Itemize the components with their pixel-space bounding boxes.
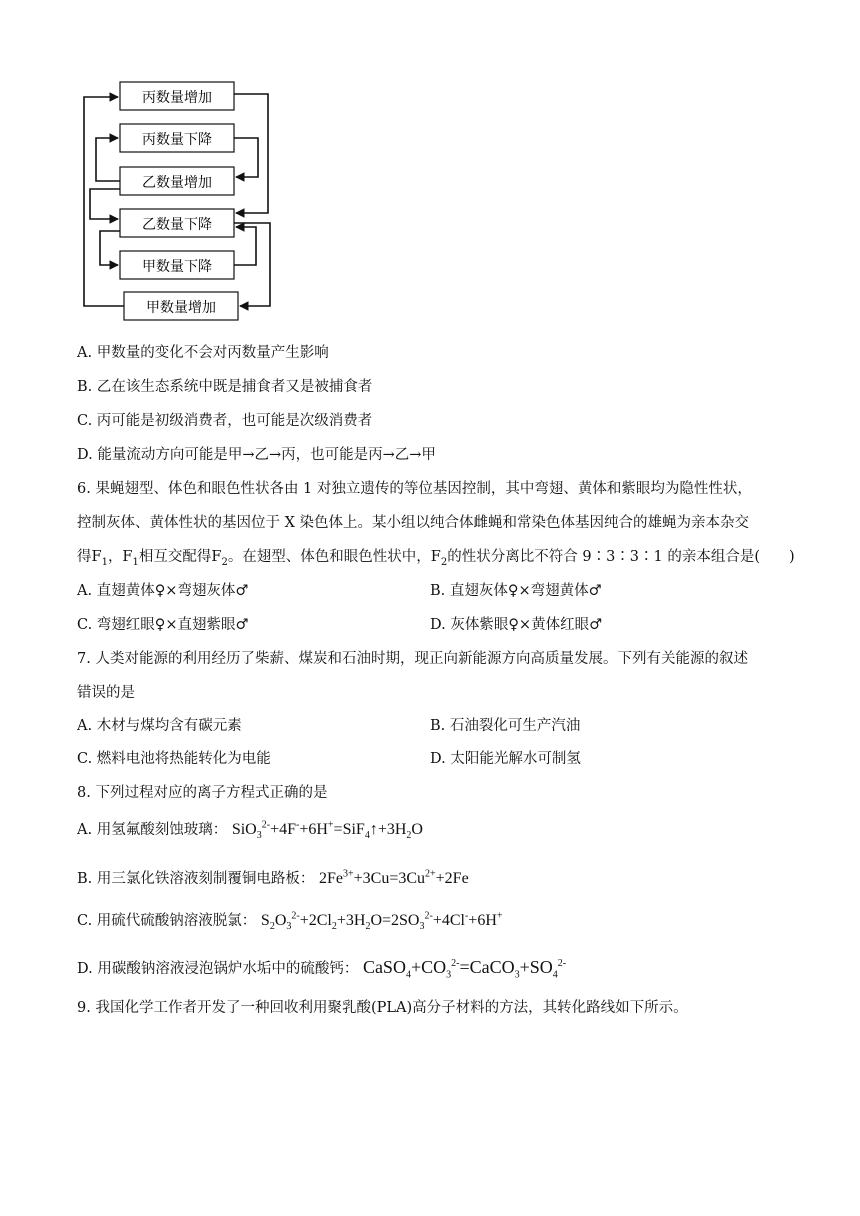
q8-option-b-equation: $2Fe^{3+}+3Cu=3Cu^{2+}+2Fe$	[318, 868, 469, 887]
q8-option-d-equation: $CaSO_4+CO_3^{2-}=CaCO_3+SO_4^{2-}$	[362, 957, 567, 981]
q6-stem-line2: 控制灰体、黄体性状的基因位于 X 染色体上。某小组以纯合体雌蝇和常染色体基因纯合的雄蝇为亲本杂交	[77, 515, 750, 531]
q6-stem-line1: 6. 果蝇翅型、体色和眼色性状各由 1 对独立遗传的等位基因控制，其中弯翅、黄体和紫眼均为隐性性状，	[77, 481, 752, 497]
q5-option-b: B. 乙在该生态系统中既是捕食者又是被捕食者	[77, 379, 373, 395]
diagram-box-label: 乙数量增加	[142, 175, 212, 191]
q7-option-c: C. 燃料电池将热能转化为电能	[77, 751, 271, 767]
q9-stem: 9. 我国化学工作者开发了一种回收利用聚乳酸(PLA)高分子材料的方法，其转化路线如下所示。	[77, 1000, 688, 1016]
diagram-box-label: 乙数量下降	[142, 217, 212, 233]
q5-option-a: A. 甲数量的变化不会对丙数量产生影响	[77, 345, 329, 361]
population-flow-diagram	[0, 0, 860, 330]
q6-option-b: B. 直翅灰体♀×弯翅黄体♂	[430, 583, 602, 599]
q8-option-a: A. 用氢氟酸刻蚀玻璃： $SiO_3^{2-}+4F^-+6H^+=SiF_4↑+3H_2O$	[77, 819, 423, 842]
diagram-box-bing-decrease	[120, 124, 234, 152]
q5-option-d: D. 能量流动方向可能是甲→乙→丙，也可能是丙→乙→甲	[77, 447, 436, 463]
q7-stem-line2: 错误的是	[77, 685, 135, 701]
q8-option-c: C. 用硫代硫酸钠溶液脱氯： $S_2O_3^{2-}+2Cl_2+3H_2O=2SO_3^{2-}+4Cl^-+6H^+$	[77, 910, 503, 933]
q7-option-d: D. 太阳能光解水可制氢	[430, 751, 581, 767]
diagram-box-label: 甲数量增加	[146, 300, 216, 316]
q6-option-d: D. 灰体紫眼♀×黄体红眼♂	[430, 617, 603, 633]
diagram-box-bing-increase	[120, 82, 234, 110]
q5-option-c: C. 丙可能是初级消费者，也可能是次级消费者	[77, 413, 373, 429]
diagram-box-jia-increase	[124, 292, 238, 320]
q8-option-c-equation: $S_2O_3^{2-}+2Cl_2+3H_2O=2SO_3^{2-}+4Cl^-+6H^+$	[260, 910, 503, 933]
q6-option-a: A. 直翅黄体♀×弯翅灰体♂	[77, 583, 249, 599]
q7-option-b: B. 石油裂化可生产汽油	[430, 718, 581, 734]
q8-option-d: D. 用碳酸钠溶液浸泡锅炉水垢中的硫酸钙： $CaSO_4+CO_3^{2-}=CaCO_3+SO_4^{2-}$	[77, 957, 567, 981]
diagram-box-yi-increase	[120, 167, 234, 195]
diagram-box-yi-decrease	[120, 209, 234, 237]
q7-stem-line1: 7. 人类对能源的利用经历了柴薪、煤炭和石油时期，现正向新能源方向高质量发展。下列有关能源的叙述	[77, 651, 748, 667]
q8-option-b: B. 用三氯化铁溶液刻制覆铜电路板： $2Fe^{3+}+3Cu=3Cu^{2+}+2Fe$	[77, 868, 469, 887]
q8-stem: 8. 下列过程对应的离子方程式正确的是	[77, 785, 328, 801]
q8-option-a-equation: $SiO_3^{2-}+4F^-+6H^+=SiF_4↑+3H_2O$	[231, 819, 423, 842]
diagram-box-label: 丙数量下降	[142, 132, 212, 148]
diagram-box-jia-decrease	[120, 251, 234, 279]
diagram-box-label: 丙数量增加	[142, 90, 212, 106]
q6-option-c: C. 弯翅红眼♀×直翅紫眼♂	[77, 617, 249, 633]
q6-stem-line3: 得$F_1$，$F_1$相互交配得$F_2$。在翅型、体色和眼色性状中，$F_2$的性状分离比不符合 9∶3∶3∶1 的亲本组合是( )	[77, 549, 795, 568]
q7-option-a: A. 木材与煤均含有碳元素	[77, 718, 242, 734]
diagram-box-label: 甲数量下降	[142, 259, 212, 275]
